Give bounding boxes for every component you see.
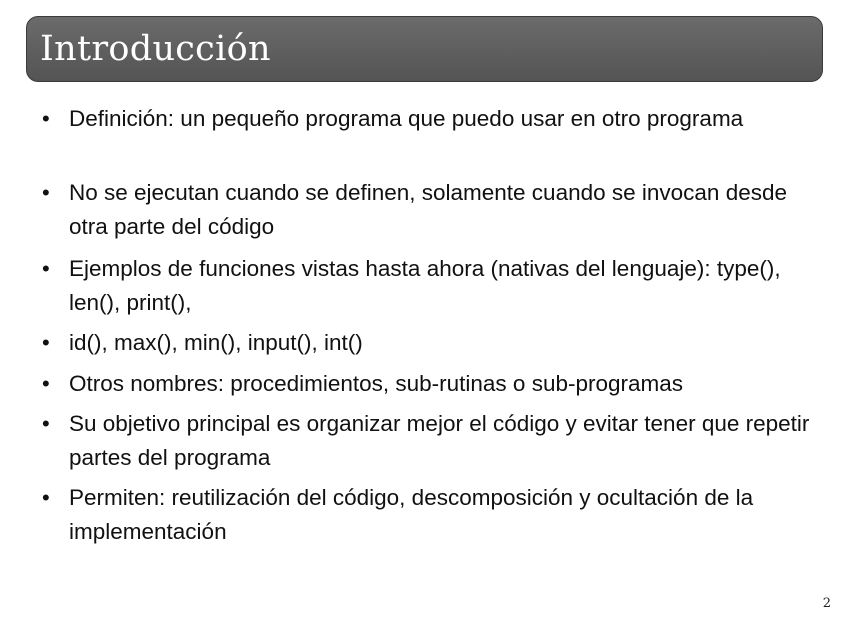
bullet-item <box>42 481 812 549</box>
bullet-text: Permiten: reutilización del código, descomposición y ocultación de la implementación <box>69 485 754 544</box>
bullet-icon: • <box>42 330 50 355</box>
bullet-icon: • <box>42 485 50 510</box>
bullet-text: id(), max(), min(), input(), int() <box>69 330 363 355</box>
bullet-icon: • <box>42 371 50 396</box>
bullet-icon: • <box>42 256 50 281</box>
bullet-item <box>42 367 812 401</box>
bullet-text: Definición: un pequeño programa que puedo usar en otro programa <box>69 106 744 131</box>
slide-title-bar <box>26 16 823 82</box>
bullet-text: Su objetivo principal es organizar mejor el código y evitar tener que repetir partes del programa <box>69 411 810 470</box>
bullet-text: Otros nombres: procedimientos, sub-rutinas o sub-programas <box>69 371 684 396</box>
bullet-icon: • <box>42 106 50 131</box>
slide-title: Introducción <box>40 29 271 69</box>
bullet-item <box>42 102 812 136</box>
bullet-item <box>42 252 812 320</box>
bullet-item <box>42 326 812 360</box>
bullet-item <box>42 407 812 475</box>
bullet-icon: • <box>42 411 50 436</box>
bullet-icon: • <box>42 180 50 205</box>
slide-page-number: 2 <box>822 596 831 611</box>
bullet-item <box>42 176 812 244</box>
bullet-text: No se ejecutan cuando se definen, solamente cuando se invocan desde otra parte del código <box>69 180 788 239</box>
bullet-text: Ejemplos de funciones vistas hasta ahora (nativas del lenguaje): type(), len(), print(), <box>69 256 781 315</box>
